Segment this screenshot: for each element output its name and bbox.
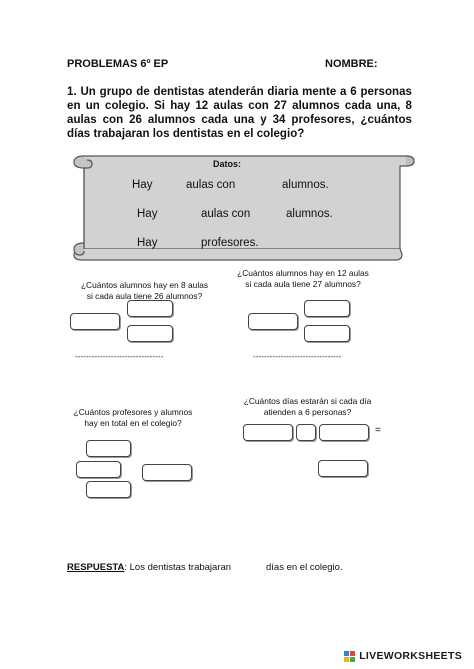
answer-text-before: : Los dentistas trabajaran <box>124 562 232 573</box>
datos-row3-profesores: profesores. <box>201 237 259 249</box>
question-3-line2: hay en total en el colegio? <box>84 417 182 428</box>
datos-row1-alumnos: alumnos. <box>282 179 329 191</box>
q3-input-a[interactable] <box>86 440 131 457</box>
question-1-line1: ¿Cuántos alumnos hay en 8 aulas <box>80 280 209 290</box>
liveworksheets-brand: LIVEWORKSHEETS <box>359 650 462 662</box>
q3-input-c[interactable] <box>86 481 131 498</box>
answer-text-after: días en el colegio. <box>266 562 343 573</box>
question-1 <box>62 280 227 301</box>
question-4 <box>230 396 385 417</box>
problem-statement: 1. Un grupo de dentistas atenderán diaria mente a 6 personas en un colegio. Si hay 12 aulas con 27 alumnos cada una, 8 aulas con 26 alumnos cada una y 34 profesores, ¿cuántos días trabajaran los dentistas en el colegio? <box>67 86 412 140</box>
answer-line <box>67 562 231 573</box>
datos-row2-hay: Hay <box>137 208 158 220</box>
datos-scroll <box>70 148 415 264</box>
question-3-line1: ¿Cuántos profesores y alumnos <box>73 407 193 417</box>
name-label: NOMBRE: <box>325 58 378 70</box>
liveworksheets-logo <box>344 650 462 662</box>
datos-row2-aulas: aulas con <box>201 208 251 220</box>
worksheet-title: PROBLEMAS 6º EP <box>67 58 169 70</box>
question-4-line1: ¿Cuántos días estarán si cada día <box>243 396 372 406</box>
q1-answer-line: -------------------------------- <box>75 352 164 361</box>
q4-input-divisor[interactable] <box>296 424 316 441</box>
datos-row1-hay: Hay <box>132 179 153 191</box>
equals-sign: = <box>375 425 381 436</box>
question-1-line2: si cada aula tiene 26 alumnos? <box>86 290 203 301</box>
question-2-line2: si cada aula tiene 27 alumnos? <box>245 278 361 289</box>
question-4-line2: atienden a 6 personas? <box>263 406 352 417</box>
q2-input-b[interactable] <box>304 300 350 317</box>
q4-input-result[interactable] <box>318 460 368 477</box>
question-3 <box>58 407 208 428</box>
q2-answer-line: -------------------------------- <box>253 352 342 361</box>
q2-input-c[interactable] <box>304 325 350 342</box>
answer-label: RESPUESTA <box>67 562 125 573</box>
q1-input-a[interactable] <box>70 313 120 330</box>
datos-title: Datos: <box>213 159 242 169</box>
q4-input-dividend[interactable] <box>243 424 293 441</box>
question-2-line1: ¿Cuántos alumnos hay en 12 aulas <box>237 268 369 278</box>
q1-input-c[interactable] <box>127 325 173 342</box>
q1-input-b[interactable] <box>127 300 173 317</box>
datos-row1-aulas: aulas con <box>186 179 236 191</box>
datos-row3-hay: Hay <box>137 237 158 249</box>
question-2 <box>218 268 388 289</box>
q3-input-total[interactable] <box>142 464 192 481</box>
q3-input-b[interactable] <box>76 461 121 478</box>
liveworksheets-icon <box>344 651 356 662</box>
q4-input-quotient[interactable] <box>319 424 369 441</box>
datos-row2-alumnos: alumnos. <box>286 208 333 220</box>
q2-input-a[interactable] <box>248 313 298 330</box>
